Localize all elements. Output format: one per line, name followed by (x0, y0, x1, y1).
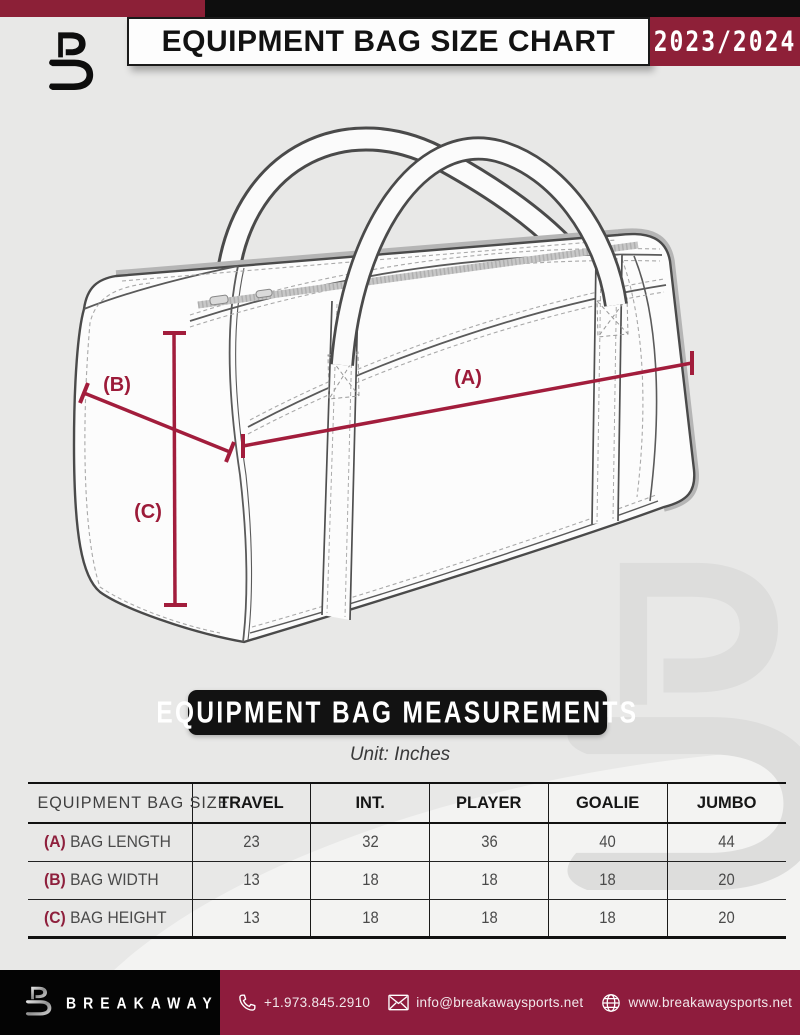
website-url: www.breakawaysports.net (628, 995, 793, 1010)
measurements-banner (156, 690, 639, 735)
bag-diagram (60, 115, 740, 675)
footer-contact-bar (220, 970, 800, 1035)
size-table (28, 782, 786, 939)
breakaway-logo (44, 27, 96, 103)
top-strip-black (205, 0, 800, 17)
phone-number: +1.973.845.2910 (264, 995, 371, 1010)
row-key: (C) (44, 907, 66, 927)
phone-icon (238, 993, 257, 1012)
row-label: BAG HEIGHT (70, 907, 167, 927)
table-row-bag-width: (B) BAG WIDTH 13 18 18 18 20 (28, 861, 786, 899)
season-badge (650, 17, 800, 66)
unit-label: Unit: Inches (349, 744, 451, 765)
table-corner-header: EQUIPMENT BAG SIZE (28, 783, 192, 823)
column-header-goalie: GOALIE (548, 783, 667, 823)
length-label: (A) (454, 367, 482, 389)
table-header-row (28, 783, 786, 823)
season-label: 2023/2024 (653, 25, 797, 58)
website-link[interactable] (601, 993, 792, 1013)
footer-brand-block (0, 970, 220, 1035)
row-label: BAG WIDTH (70, 870, 159, 889)
measurements-banner-label: EQUIPMENT BAG MEASUREMENTS (156, 694, 639, 730)
footer (0, 970, 800, 1035)
table-row-bag-height: (C) BAG HEIGHT 13 18 18 18 20 (28, 899, 786, 937)
column-header-travel: TRAVEL (192, 783, 311, 823)
email-link[interactable] (388, 994, 583, 1011)
top-strip-maroon (0, 0, 205, 17)
height-arrow (174, 333, 175, 605)
row-label: BAG LENGTH (70, 832, 171, 852)
phone-link[interactable] (238, 993, 370, 1012)
height-label: (C) (134, 501, 162, 523)
column-header-int: INT. (311, 783, 430, 823)
globe-icon (601, 993, 621, 1013)
width-label: (B) (103, 374, 131, 396)
table-row-bag-length: (A) BAG LENGTH 23 32 36 40 44 (28, 823, 786, 861)
brand-wordmark: BREAKAWAY (66, 993, 219, 1012)
page-title: EQUIPMENT BAG SIZE CHART (161, 24, 616, 58)
breakaway-logo-footer (23, 984, 53, 1022)
header-title-box (127, 17, 650, 66)
column-header-jumbo: JUMBO (667, 783, 786, 823)
column-header-player: PLAYER (430, 783, 549, 823)
row-key: (A) (44, 832, 66, 852)
email-address: info@breakawaysports.net (416, 995, 584, 1010)
row-key: (B) (44, 870, 66, 889)
envelope-icon (388, 994, 409, 1011)
